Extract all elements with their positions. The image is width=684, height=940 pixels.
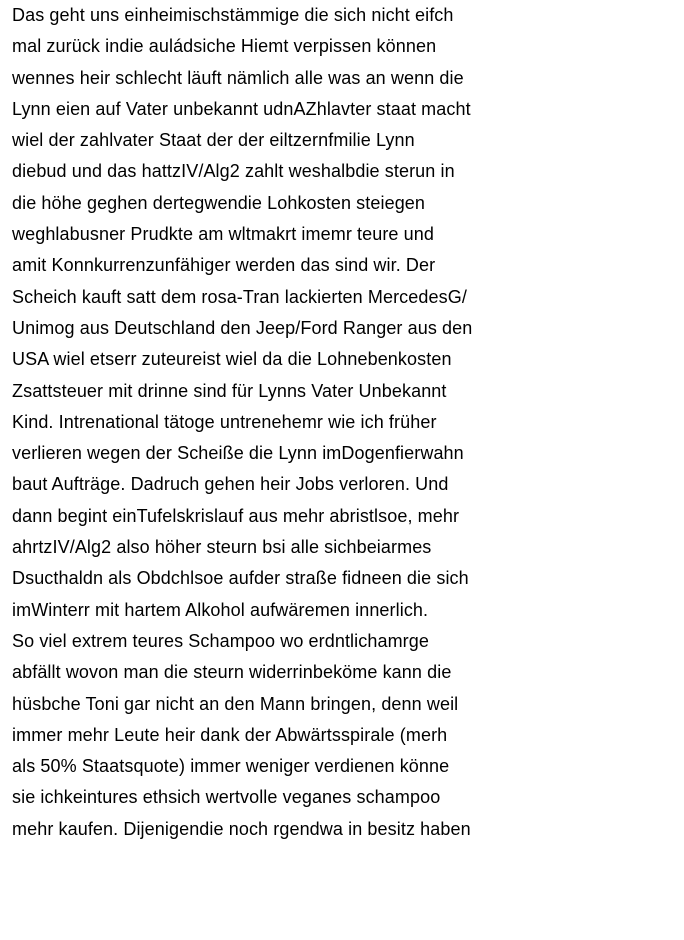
text-line: immer mehr Leute heir dank der Abwärtsspirale (merh [12, 724, 448, 745]
text-line: So viel extrem teures Schampoo wo erdntlichamrge [12, 630, 429, 651]
text-line: Lynn eien auf Vater unbekannt udnAZhlavter staat macht [12, 98, 471, 119]
text-line: dann begint einTufelskrislauf aus mehr abristlsoe, mehr [12, 505, 460, 526]
text-line: die höhe geghen dertegwendie Lohkosten steiegen [12, 192, 426, 213]
text-line: verlieren wegen der Scheiße die Lynn imDogenfierwahn [12, 443, 464, 464]
text-line: wennes heir schlecht läuft nämlich alle was an wenn die [12, 67, 464, 88]
text-line: diebud und das hattzIV/Alg2 zahlt weshalbdie sterun in [12, 161, 455, 182]
text-line: abfällt wovon man die steurn widerrinbeköme kann die [12, 662, 452, 683]
text-line: Zsattsteuer mit drinne sind für Lynns Vater Unbekannt [12, 380, 447, 401]
text-line: Kind. Intrenational tätoge untrenehemr wie ich früher [12, 411, 437, 432]
text-line: Dsucthaldn als Obdchlsoe aufder straße fidneen die sich [12, 568, 469, 589]
text-line: amit Konnkurrenzunfähiger werden das sind wir. Der [12, 255, 436, 276]
text-line: baut Aufträge. Dadruch gehen heir Jobs verloren. Und [12, 474, 449, 495]
text-line: imWinterr mit hartem Alkohol aufwäremen innerlich. [12, 599, 429, 620]
text-line: weghlabusner Prudkte am wltmakrt imemr teure und [12, 224, 434, 245]
text-line: sie ichkeintures ethsich wertvolle veganes schampoo [12, 787, 441, 808]
text-line: als 50% Staatsquote) immer weniger verdienen könne [12, 756, 450, 777]
text-line: Das geht uns einheimischstämmige die sich nicht eifch [12, 5, 454, 25]
text-line: Scheich kauft satt dem rosa-Tran lackierten MercedesG/ [12, 286, 467, 307]
text-line: Unimog aus Deutschland den Jeep/Ford Ranger aus den [12, 317, 473, 338]
text-line: hüsbche Toni gar nicht an den Mann bringen, denn weil [12, 693, 459, 714]
text-line: wiel der zahlvater Staat der der eiltzernfmilie Lynn [12, 130, 415, 151]
text-line: ahrtzIV/Alg2 also höher steurn bsi alle sichbeiarmes [12, 537, 432, 558]
text-line: mehr kaufen. Dijenigendie noch rgendwa in besitz haben [12, 818, 471, 839]
text-line: mal zurück indie auládsiche Hiemt verpissen können [12, 36, 437, 57]
body-text [12, 0, 684, 845]
text-line: USA wiel etserr zuteureist wiel da die Lohnebenkosten [12, 349, 452, 370]
